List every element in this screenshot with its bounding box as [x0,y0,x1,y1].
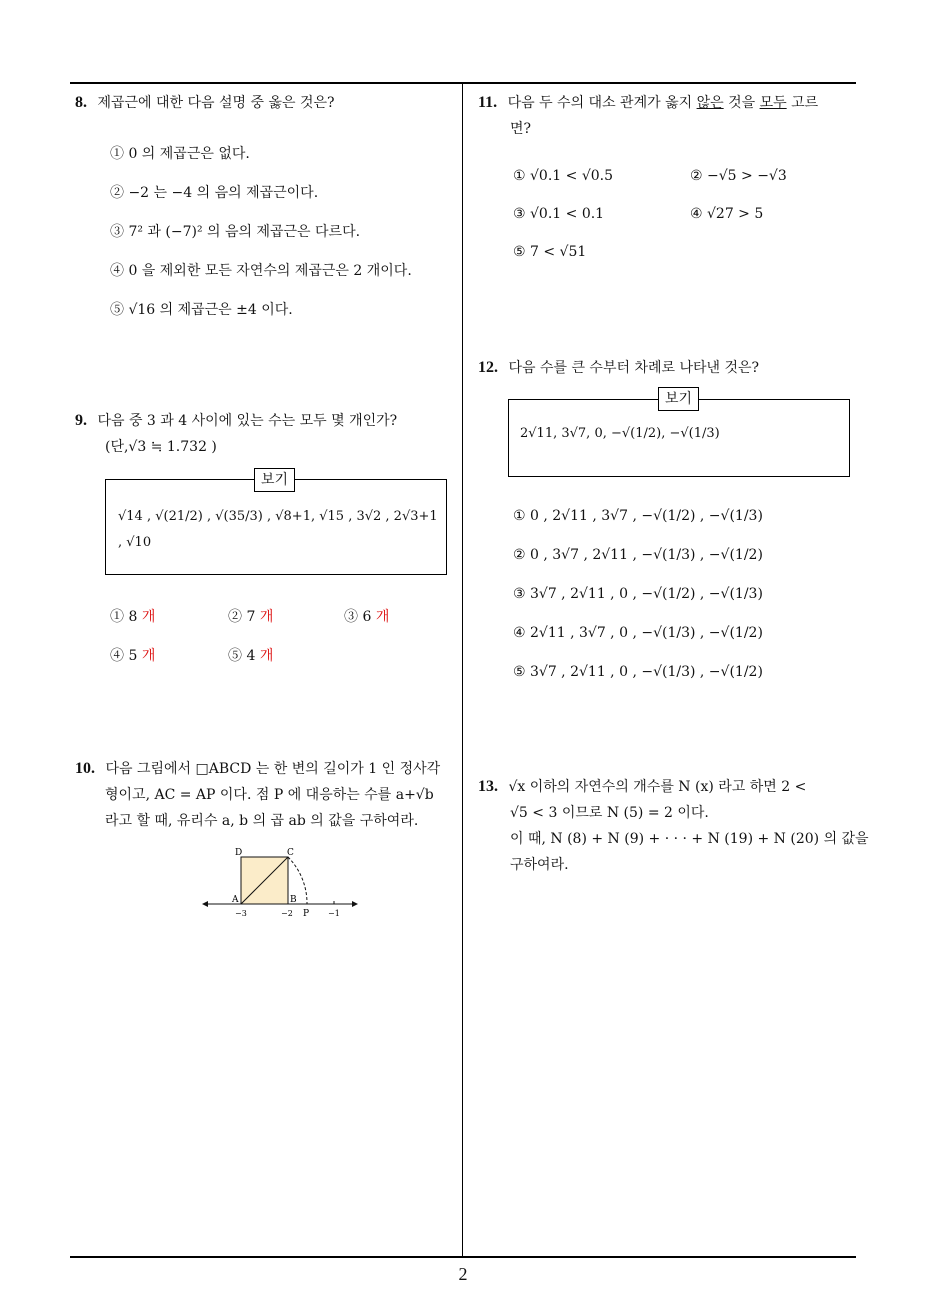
label-c: C [287,848,294,858]
option-4[interactable]: ④ 0 을 제외한 모든 자연수의 제곱근은 2 개이다. [110,263,412,279]
bogi-label: 보기 [254,468,295,492]
question-note: (단,√3 ≒ 1.732 ) [105,439,217,455]
question-number: 8. [75,94,87,111]
option-2[interactable]: ② −√5 > −√3 [690,168,787,184]
option-unit: 개 [141,648,156,664]
option-value: ① 8 [110,609,138,625]
question-8-stem [75,92,335,112]
question-13-line-3: 이 때, N (8) + N (9) + · · · + N (19) + N (20) 의 값을 [510,831,869,847]
label-p: P [303,909,310,919]
option-value: ⑤ 4 [228,648,256,664]
label-b: B [290,895,297,905]
question-number: 11. [478,94,498,111]
question-text: 제곱근에 대한 다음 설명 중 옳은 것은? [97,95,335,111]
option-4[interactable] [110,645,155,665]
option-4[interactable]: ④ √27 > 5 [690,206,764,222]
question-9-stem [75,410,397,430]
question-number: 13. [478,778,498,795]
bogi-box [105,479,447,575]
option-3[interactable]: ③ √0.1 < 0.1 [513,206,605,222]
bogi-content: 2√11, 3√7, 0, −√(1/2), −√(1/3) [520,426,720,441]
bottom-rule [70,1256,856,1258]
option-2[interactable]: ② 0 , 3√7 , 2√11 , −√(1/3) , −√(1/2) [513,547,763,563]
question-13-line-2: √5 < 3 이므로 N (5) = 2 이다. [510,805,709,821]
option-unit: 개 [259,609,274,625]
option-5[interactable]: ⑤ 3√7 , 2√11 , 0 , −√(1/3) , −√(1/2) [513,664,763,680]
option-2[interactable] [228,606,273,626]
bogi-content-line-2: , √10 [118,535,152,550]
option-5[interactable] [228,645,273,665]
arrow-left-icon [202,901,208,907]
question-10-line-3: 라고 할 때, 유리수 a, b 의 곱 ab 의 값을 구하여라. [105,813,419,829]
emphasis-underline: 모두 [759,95,787,111]
option-1[interactable]: ① √0.1 < √0.5 [513,168,614,184]
option-5[interactable]: ⑤ 7 < √51 [513,244,587,260]
question-text: 다음 그림에서 □ABCD 는 한 변의 길이가 1 인 정사각 [105,761,441,777]
question-number: 9. [75,412,87,429]
option-1[interactable] [110,606,155,626]
question-text-part: 것을 [723,95,760,111]
question-number: 10. [75,760,95,777]
option-4[interactable]: ④ 2√11 , 3√7 , 0 , −√(1/3) , −√(1/2) [513,625,763,641]
bogi-content-line-1: √14 , √(21/2) , √(35/3) , √8+1, √15 , 3√2 , 2√3+1 [118,509,438,524]
option-3[interactable] [344,606,389,626]
label-a: A [232,895,239,905]
square-number-line-figure [198,842,368,926]
question-12-stem [478,357,759,377]
option-value: ③ 6 [344,609,372,625]
option-unit: 개 [375,609,390,625]
arrow-right-icon [352,901,358,907]
question-text: 다음 중 3 과 4 사이에 있는 수는 모두 몇 개인가? [97,413,398,429]
emphasis-underline: 않은 [696,95,724,111]
tick-label-minus-2: −2 [281,909,293,918]
question-text: 다음 수를 큰 수부터 차례로 나타낸 것은? [508,360,760,376]
option-1[interactable]: ① 0 , 2√11 , 3√7 , −√(1/2) , −√(1/3) [513,508,763,524]
question-number: 12. [478,359,498,376]
bogi-label: 보기 [658,387,699,411]
option-value: ② 7 [228,609,256,625]
option-3[interactable]: ③ 3√7 , 2√11 , 0 , −√(1/2) , −√(1/3) [513,586,763,602]
question-11-line-1 [478,92,818,112]
page-number: 2 [458,1264,468,1284]
option-unit: 개 [141,609,156,625]
label-d: D [235,848,243,858]
column-divider [462,82,463,1258]
tick-label-minus-1: −1 [328,909,340,918]
tick-label-minus-3: −3 [235,909,247,918]
question-11-line-2: 면? [510,121,532,137]
option-3[interactable]: ③ 7² 과 (−7)² 의 음의 제곱근은 다르다. [110,224,361,240]
question-13-line-4: 구하여라. [510,857,569,873]
question-text-part: 다음 두 수의 대소 관계가 옳지 [507,95,697,111]
option-unit: 개 [259,648,274,664]
question-10-line-2: 형이고, AC = AP 이다. 점 P 에 대응하는 수를 a+√b [105,787,434,803]
option-value: ④ 5 [110,648,138,664]
question-text: √x 이하의 자연수의 개수를 N (x) 라고 하면 2 < [508,779,807,795]
question-10-line-1 [75,758,440,778]
option-1[interactable]: ① 0 의 제곱근은 없다. [110,146,250,162]
question-text-part: 고르 [786,95,819,111]
question-13-line-1 [478,776,806,796]
option-5[interactable]: ⑤ √16 의 제곱근은 ±4 이다. [110,302,293,318]
option-2[interactable]: ② −2 는 −4 의 음의 제곱근이다. [110,185,319,201]
